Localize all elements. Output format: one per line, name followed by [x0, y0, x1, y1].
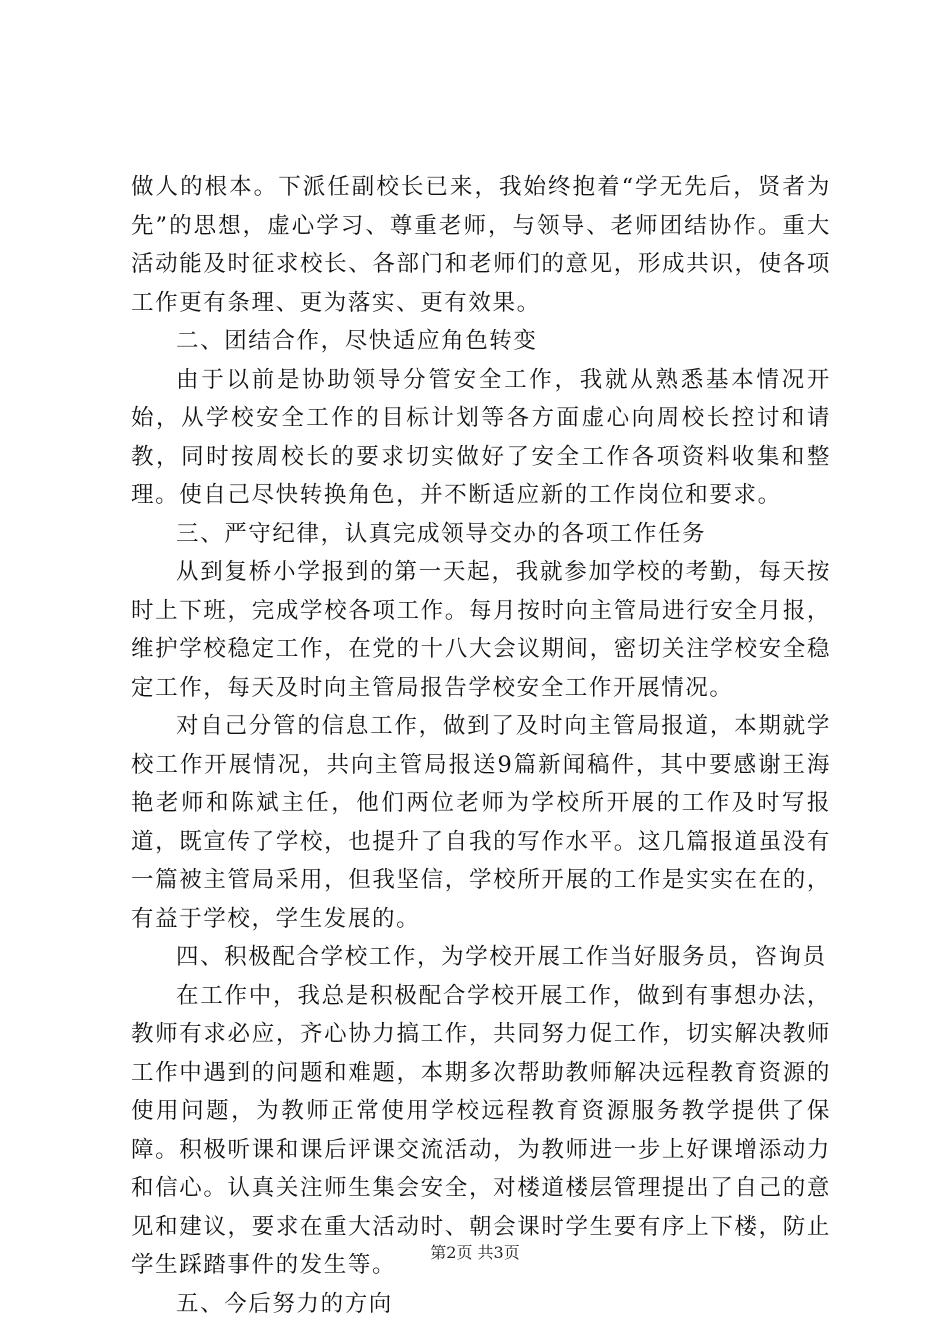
paragraph-continued: 做人的根本。下派任副校长已来，我始终抱着“学无先后，贤者为先”的思想，虚心学习、尊重老师，与领导、老师团结协作。重大活动能及时征求校长、各部门和老师们的意见，形成共识，使各项工作更有条理、更为落实、更有效果。 — [131, 174, 831, 316]
paragraph: 对自己分管的信息工作，做到了及时向主管局报道，本期就学校工作开展情况，共向主管局报送9篇新闻稿件，其中要感谢王海艳老师和陈斌主任，他们两位老师为学校所开展的工作及时写报道，既宣传了学校，也提升了自我的写作水平。这几篇报道虽没有一篇被主管局采用，但我坚信，学校所开展的工作是实实在在的，有益于学校，学生发展的。 — [131, 713, 831, 932]
section-heading-2: 二、团结合作，尽快适应角色转变 — [176, 328, 538, 354]
paragraph: 从到复桥小学报到的第一天起，我就参加学校的考勤，每天按时上下班，完成学校各项工作。每月按时向主管局进行安全月报，维护学校稳定工作，在党的十八大会议期间，密切关注学校安全稳定工作，每天及时向主管局报告学校安全工作开展情况。 — [131, 559, 831, 701]
paragraph: 由于以前是协助领导分管安全工作，我就从熟悉基本情况开始，从学校安全工作的目标计划等各方面虚心向周校长控讨和请教，同时按周校长的要求切实做好了安全工作各项资料收集和整理。使自己尽快转换角色，并不断适应新的工作岗位和要求。 — [131, 366, 831, 508]
section-heading-3: 三、严守纪律，认真完成领导交办的各项工作任务 — [176, 520, 707, 547]
page-number-footer: 第2页 共3页 — [430, 1243, 520, 1262]
paragraph: 在工作中，我总是积极配合学校开展工作，做到有事想办法，教师有求必应，齐心协力搞工作，共同努力促工作，切实解决教师工作中遇到的问题和难题，本期多次帮助教师解决远程教育资源的使用问题，为教师正常使用学校远程教育资源服务教学提供了保障。积极听课和课后评课交流活动，为教师进一步上好课增添动力和信心。认真关注师生集会安全，对楼道楼层管理提出了自己的意见和建议，要求在重大活动时、朝会课时学生要有序上下楼，防止学生踩踏事件的发生等。 — [131, 982, 831, 1278]
section-heading-4: 四、积极配合学校工作，为学校开展工作当好服务员，咨询员 — [176, 944, 827, 970]
document-body — [131, 168, 831, 1323]
section-heading-5: 五、今后努力的方向 — [176, 1290, 393, 1317]
